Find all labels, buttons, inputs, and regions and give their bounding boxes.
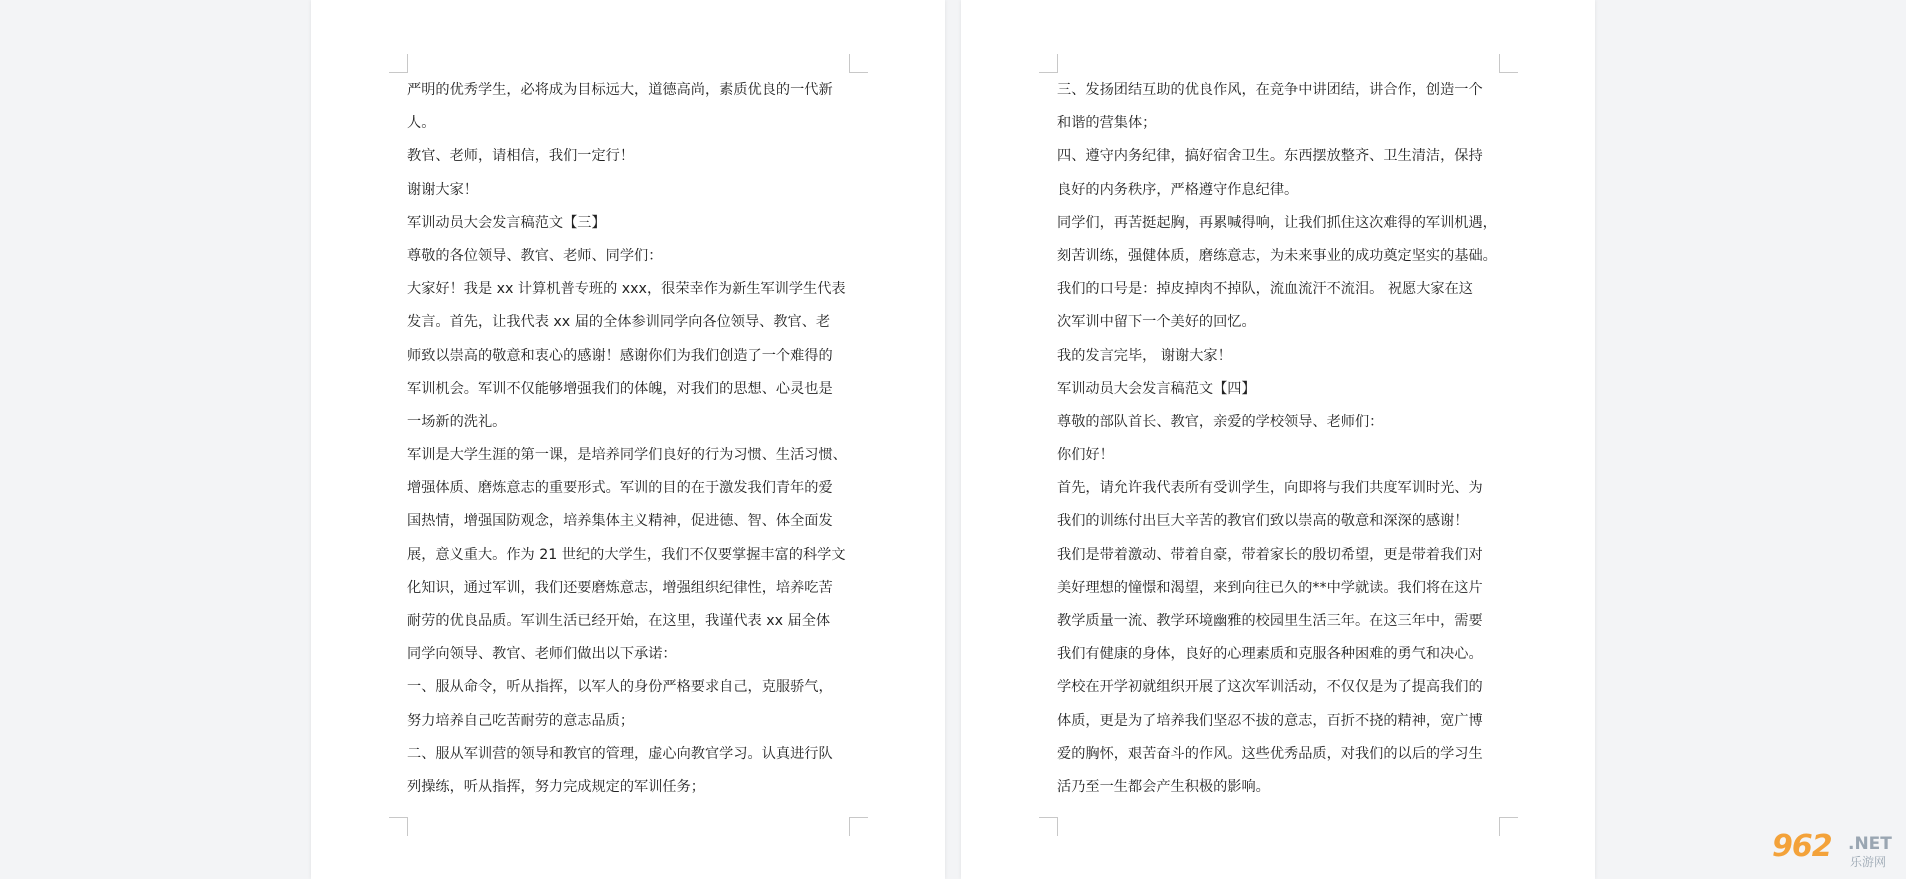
text-line: 爱的胸怀，艰苦奋斗的作风。这些优秀品质，对我们的以后的学习生 [1057,745,1483,762]
text-line: 大家好！我是 xx 计算机普专班的 xxx，很荣幸作为新生军训学生代表 [407,281,846,298]
section-heading: 军训动员大会发言稿范文【三】 [407,214,606,231]
text-line: 一、服从命令，听从指挥，以军人的身份严格要求自己，克服骄气， [407,679,833,696]
text-line: 发言。首先，让我代表 xx 届的全体参训同学向各位领导、教官、老 [407,314,831,331]
text-line: 同学们，再苦挺起胸，再累喊得响，让我们抓住这次难得的军训机遇， [1057,214,1497,231]
document-page-right [961,0,1595,879]
text-line: 尊敬的各位领导、教官、老师、同学们： [407,247,663,264]
text-line: 二、服从军训营的领导和教官的管理，虚心向教官学习。认真进行队 [407,745,833,762]
text-line: 军训机会。军训不仅能够增强我们的体魄，对我们的思想、心灵也是 [407,380,833,397]
page-text-block[interactable] [1057,74,1502,804]
text-line: 严明的优秀学生，必将成为目标远大，道德高尚，素质优良的一代新 [407,82,833,98]
margin-corner-mark [1039,817,1058,836]
text-line: 你们好！ [1057,447,1114,464]
text-line: 首先，请允许我代表所有受训学生，向即将与我们共度军训时光、为 [1057,480,1483,497]
text-line: 一场新的洗礼。 [407,413,507,430]
margin-corner-mark [389,817,408,836]
margin-corner-mark [849,817,868,836]
site-watermark-logo [1768,830,1900,874]
margin-corner-mark [849,54,868,73]
margin-corner-mark [1499,817,1518,836]
watermark-domain: .NET [1848,834,1892,854]
section-heading: 军训动员大会发言稿范文【四】 [1057,380,1256,397]
text-line: 我们有健康的身体，良好的心理素质和克服各种困难的勇气和决心。 [1057,646,1483,663]
text-line: 军训是大学生涯的第一课，是培养同学们良好的行为习惯、生活习惯、 [407,447,847,464]
text-line: 国热情，增强国防观念，培养集体主义精神，促进德、智、体全面发 [407,513,833,530]
text-line: 美好理想的憧憬和渴望，来到向往已久的**中学就读。我们将在这片 [1057,579,1483,596]
text-line: 增强体质、磨炼意志的重要形式。军训的目的在于激发我们青年的爱 [407,480,833,497]
document-page-left [311,0,945,879]
text-line: 谢谢大家！ [407,181,478,198]
text-line: 和谐的营集体； [1057,115,1157,132]
margin-corner-mark [1039,54,1058,73]
margin-corner-mark [389,54,408,73]
text-line: 教官、老师，请相信，我们一定行！ [407,148,635,165]
text-line: 展，意义重大。作为 21 世纪的大学生，我们不仅要掌握丰富的科学文 [407,546,846,563]
watermark-number: 962 [1772,829,1832,864]
text-line: 教学质量一流、教学环境幽雅的校园里生活三年。在这三年中，需要 [1057,613,1483,629]
text-line: 刻苦训练，强健体质，磨练意志，为未来事业的成功奠定坚实的基础。 [1057,247,1497,264]
text-line: 化知识，通过军训，我们还要磨炼意志，增强组织纪律性，培养吃苦 [407,579,833,596]
text-line: 我们是带着激动、带着自豪，带着家长的殷切希望，更是带着我们对 [1057,546,1483,563]
margin-corner-mark [1499,54,1518,73]
text-line: 耐劳的优良品质。军训生活已经开始，在这里，我谨代表 xx 届全体 [407,613,831,629]
text-line: 师致以崇高的敬意和衷心的感谢！感谢你们为我们创造了一个难得的 [407,347,833,364]
text-line: 体质，更是为了培养我们坚忍不拔的意志，百折不挠的精神，宽广博 [1057,712,1483,729]
text-line: 我的发言完毕， 谢谢大家！ [1057,347,1232,364]
text-line: 同学向领导、教官、老师们做出以下承诺： [407,646,677,663]
text-line: 学校在开学初就组织开展了这次军训活动，不仅仅是为了提高我们的 [1057,679,1483,696]
text-line: 三、发扬团结互助的优良作风，在竞争中讲团结，讲合作，创造一个 [1057,82,1483,98]
watermark-site-name: 乐游网 [1850,855,1887,869]
text-line: 活乃至一生都会产生积极的影响。 [1057,778,1270,795]
text-line: 列操练，听从指挥，努力完成规定的军训任务； [407,778,705,795]
text-line: 我们的训练付出巨大辛苦的教官们致以崇高的敬意和深深的感谢！ [1057,513,1469,530]
text-line: 努力培养自己吃苦耐劳的意志品质； [407,712,635,729]
page-text-block[interactable] [407,74,852,804]
text-line: 次军训中留下一个美好的回忆。 [1057,314,1256,331]
text-line: 人。 [407,115,436,132]
text-line: 良好的内务秩序，严格遵守作息纪律。 [1057,181,1299,198]
text-line: 我们的口号是：掉皮掉肉不掉队，流血流汗不流泪。 祝愿大家在这 [1057,281,1473,298]
text-line: 四、遵守内务纪律，搞好宿舍卫生。东西摆放整齐、卫生清洁，保持 [1057,148,1483,165]
text-line: 尊敬的部队首长、教官，亲爱的学校领导、老师们： [1057,413,1384,430]
